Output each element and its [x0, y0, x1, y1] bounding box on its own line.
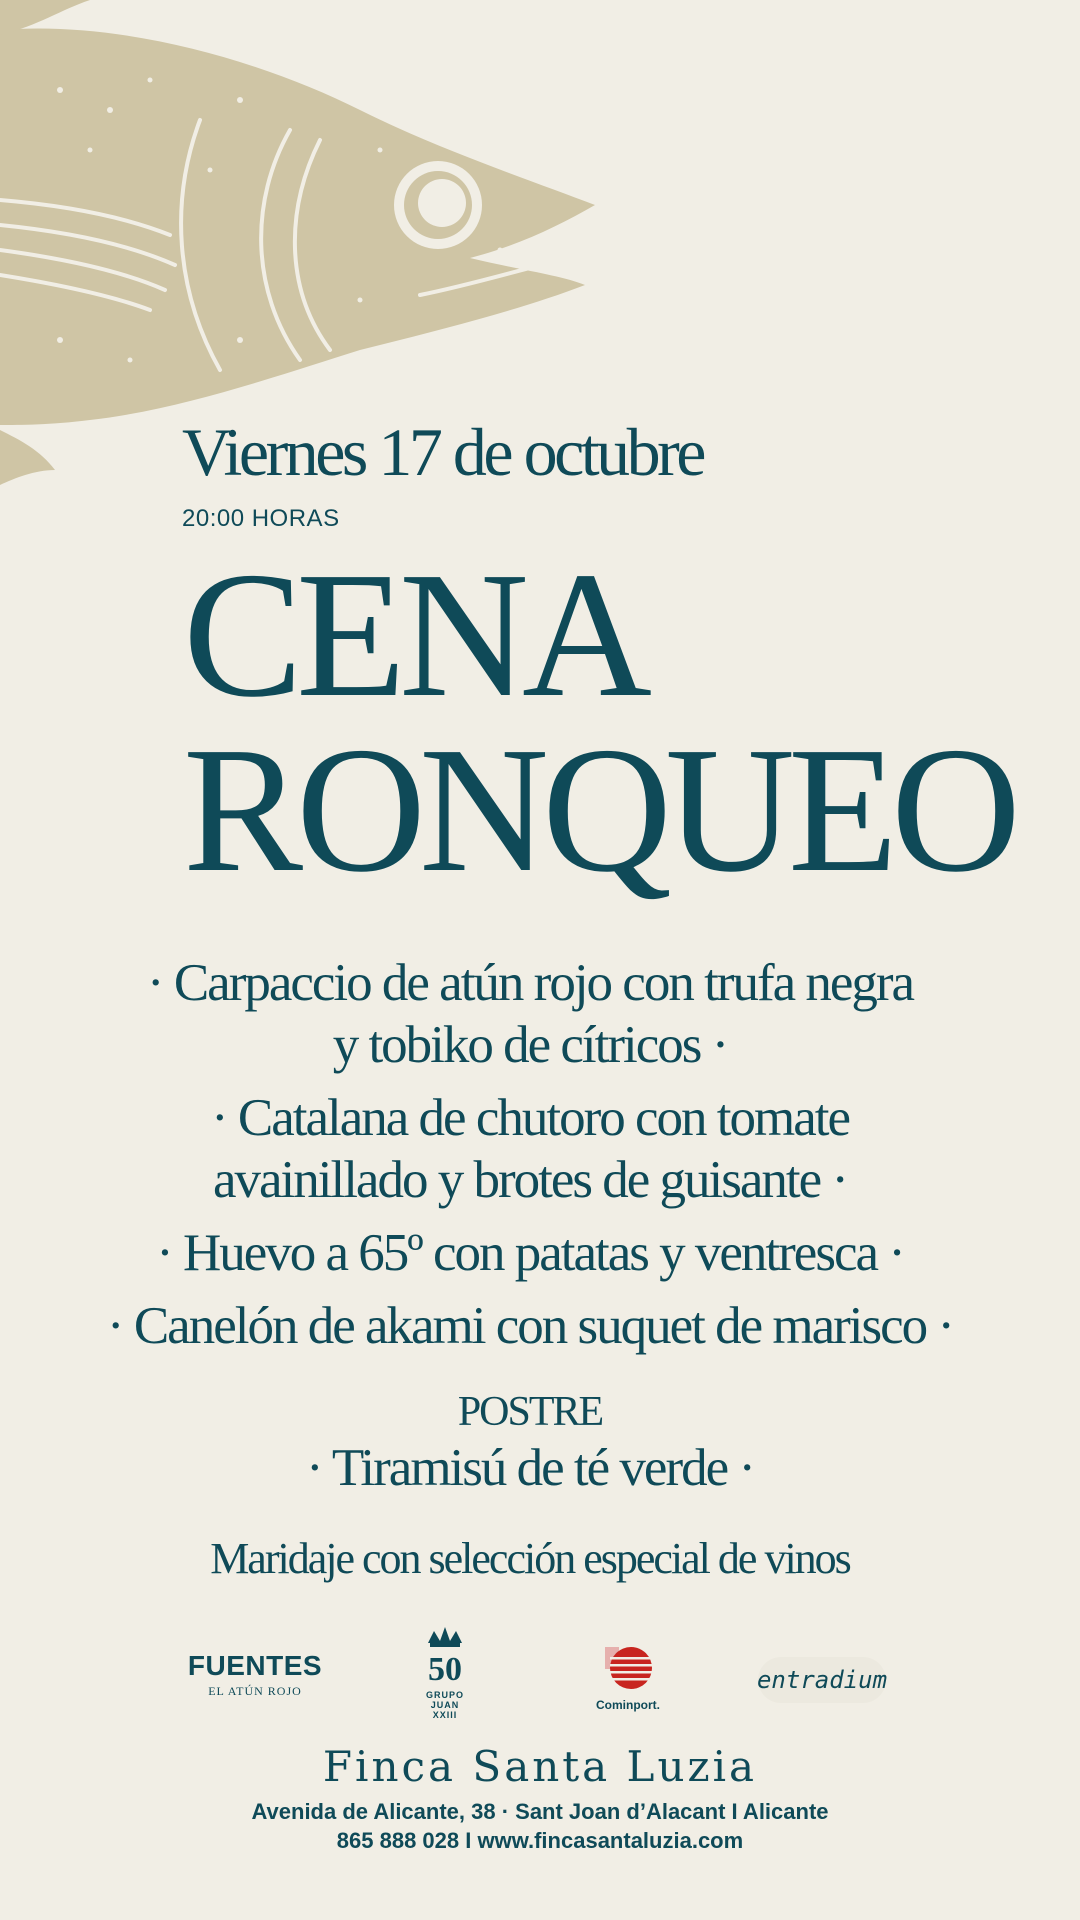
menu-item-line: · Huevo a 65º con patatas y ventresca ·	[156, 1224, 904, 1282]
menu-list	[60, 952, 1000, 1368]
fuentes-logo-name: FUENTES	[187, 1650, 323, 1681]
striped-sphere-icon	[603, 1645, 653, 1691]
menu-item	[60, 952, 1000, 1076]
grupo-juan-line: JUAN	[430, 1700, 460, 1710]
wine-pairing-note: Maridaje con selección especial de vinos	[210, 1534, 850, 1583]
grupo-juan-line: GRUPO	[425, 1690, 464, 1700]
dessert-label: POSTRE	[457, 1389, 603, 1435]
menu-item	[60, 1222, 1000, 1284]
menu-item-line: · Carpaccio de atún rojo con trufa negra	[146, 954, 914, 1012]
venue-address: Avenida de Alicante, 38 · Sant Joan d’Alacant I Alicante	[251, 1799, 829, 1824]
event-date: Viernes 17 de octubre	[182, 414, 703, 490]
crown-icon	[420, 1625, 470, 1685]
menu-item	[60, 1295, 1000, 1357]
grupo-juan-logo	[410, 1625, 480, 1720]
grupo-juan-number: 50	[428, 1651, 462, 1685]
cominport-logo	[588, 1645, 668, 1712]
event-title-line-1: CENA	[183, 535, 645, 734]
menu-item-line: · Catalana de chutoro con tomate	[211, 1089, 849, 1147]
fuentes-logo	[180, 1650, 330, 1699]
menu-item-line: y tobiko de cítricos ·	[332, 1016, 728, 1074]
menu-item	[60, 1087, 1000, 1211]
dessert-item: · Tiramisú de té verde ·	[305, 1439, 755, 1497]
cominport-logo-label: Cominport.	[596, 1698, 660, 1712]
grupo-juan-line: XXIII	[432, 1710, 458, 1720]
venue-contact: 865 888 028 I www.fincasantaluzia.com	[336, 1828, 744, 1853]
event-title-line-2: RONQUEO	[183, 710, 1014, 909]
menu-item-line: · Canelón de akami con suquet de marisco ·	[106, 1297, 954, 1355]
venue-name: Finca Santa Luzia	[322, 1742, 758, 1791]
event-time: 20:00 HORAS	[182, 505, 340, 532]
fuentes-logo-tagline: EL ATÚN ROJO	[208, 1684, 302, 1698]
entradium-logo: entradium	[758, 1657, 886, 1703]
menu-item-line: avainillado y brotes de guisante ·	[212, 1151, 848, 1209]
